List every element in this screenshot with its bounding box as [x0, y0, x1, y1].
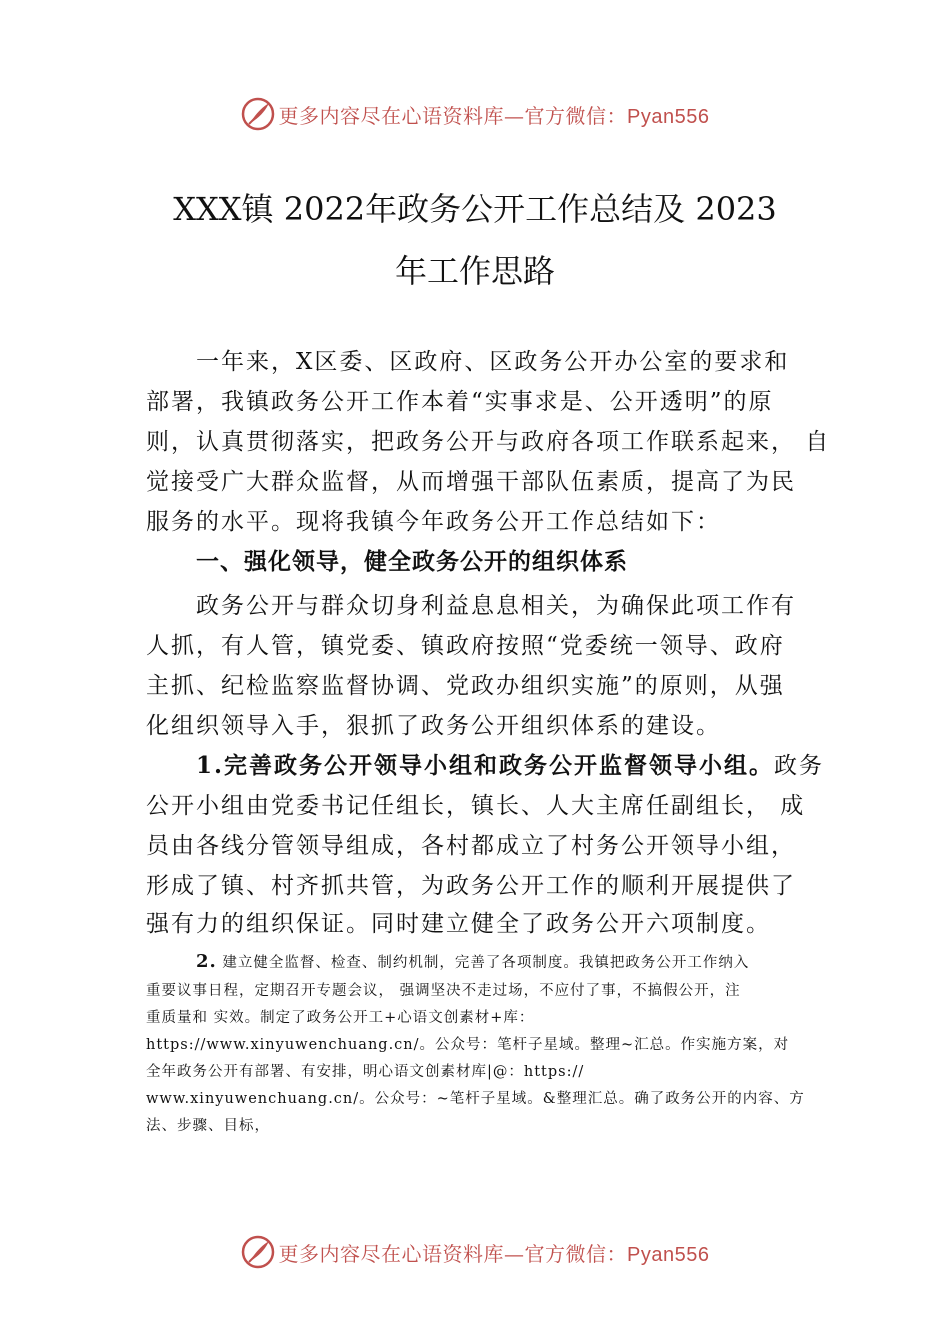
item2-line: 重质量和 实效。制定了政务公开工+心语文创素材+库：: [146, 1010, 535, 1026]
item2-line: https://www.xinyuwenchuang.cn/。公众号：笔杆子星域。整理~汇总。作实施方案，对: [146, 1037, 790, 1053]
item2-first-line: [196, 948, 886, 977]
section1-line: 政务公开与群众切身利益息息相关，为确保此项工作有: [196, 593, 796, 619]
item2-line: 重要议事日程，定期召开专题会议， 强调坚决不走过场，不应付了事，不搞假公开，注: [146, 983, 741, 999]
item1-heading: 1.完善政务公开领导小组和政务公开监督领导小组。: [196, 752, 775, 779]
item2-line: 法、步骤、目标，: [146, 1118, 270, 1134]
watermark-banner-bottom: [0, 1232, 950, 1272]
intro-line: 服务的水平。现将我镇今年政务公开工作总结如下：: [146, 509, 721, 535]
item2-first-rest: 建立健全监督、检查、制约机制，完善了各项制度。我镇把政务公开工作纳入: [222, 955, 750, 971]
item2-line: www.xinyuwenchuang.cn/。公众号：~笔杆子星域。&整理汇总。确了政务公开的内容、方: [146, 1091, 805, 1107]
intro-line: 一年来，X区委、区政府、区政务公开办公室的要求和: [196, 349, 790, 375]
intro-line: 觉接受广大群众监督，从而增强干部队伍素质，提高了为民: [146, 469, 796, 495]
feather-pen-logo-icon: [241, 97, 275, 131]
item1-first-rest: 政务: [774, 753, 825, 779]
watermark-text: 更多内容尽在心语资料库—官方微信：Pyan556: [278, 1241, 710, 1266]
item2-line: 全年政务公开有部署、有安排，明心语文创素材库|@：https://: [146, 1064, 585, 1080]
item1-line: 形成了镇、村齐抓共管，为政务公开工作的顺利开展提供了: [146, 873, 796, 899]
document-title-line-2: 年工作思路: [394, 252, 555, 290]
item1-line: 强有力的组织保证。同时建立健全了政务公开六项制度。: [146, 911, 771, 937]
section1-line: 主抓、纪检监察监督协调、党政办组织实施”的原则，从强: [146, 673, 785, 699]
feather-pen-logo-icon: [241, 1235, 275, 1269]
item1-line: 公开小组由党委书记任组长，镇长、人大主席任副组长， 成: [146, 793, 806, 819]
watermark-banner-top: [0, 94, 950, 134]
intro-line: 部署，我镇政务公开工作本着“实事求是、公开透明”的原: [146, 389, 774, 415]
item1-first-line: [196, 746, 836, 786]
section-heading-1: 一、强化领导，健全政务公开的组织体系: [196, 549, 628, 575]
document-title-line-1: XXX镇 2022年政务公开工作总结及 2023: [173, 190, 777, 228]
section1-line: 化组织领导入手，狠抓了政务公开组织体系的建设。: [146, 713, 721, 739]
intro-line: 则，认真贯彻落实，把政务公开与政府各项工作联系起来， 自: [146, 429, 831, 455]
item2-number: 2.: [196, 951, 217, 972]
item1-line: 员由各线分管领导组成，各村都成立了村务公开领导小组，: [146, 833, 796, 859]
section1-line: 人抓，有人管，镇党委、镇政府按照“党委统一领导、政府: [146, 633, 785, 659]
watermark-text: 更多内容尽在心语资料库—官方微信：Pyan556: [278, 103, 710, 128]
